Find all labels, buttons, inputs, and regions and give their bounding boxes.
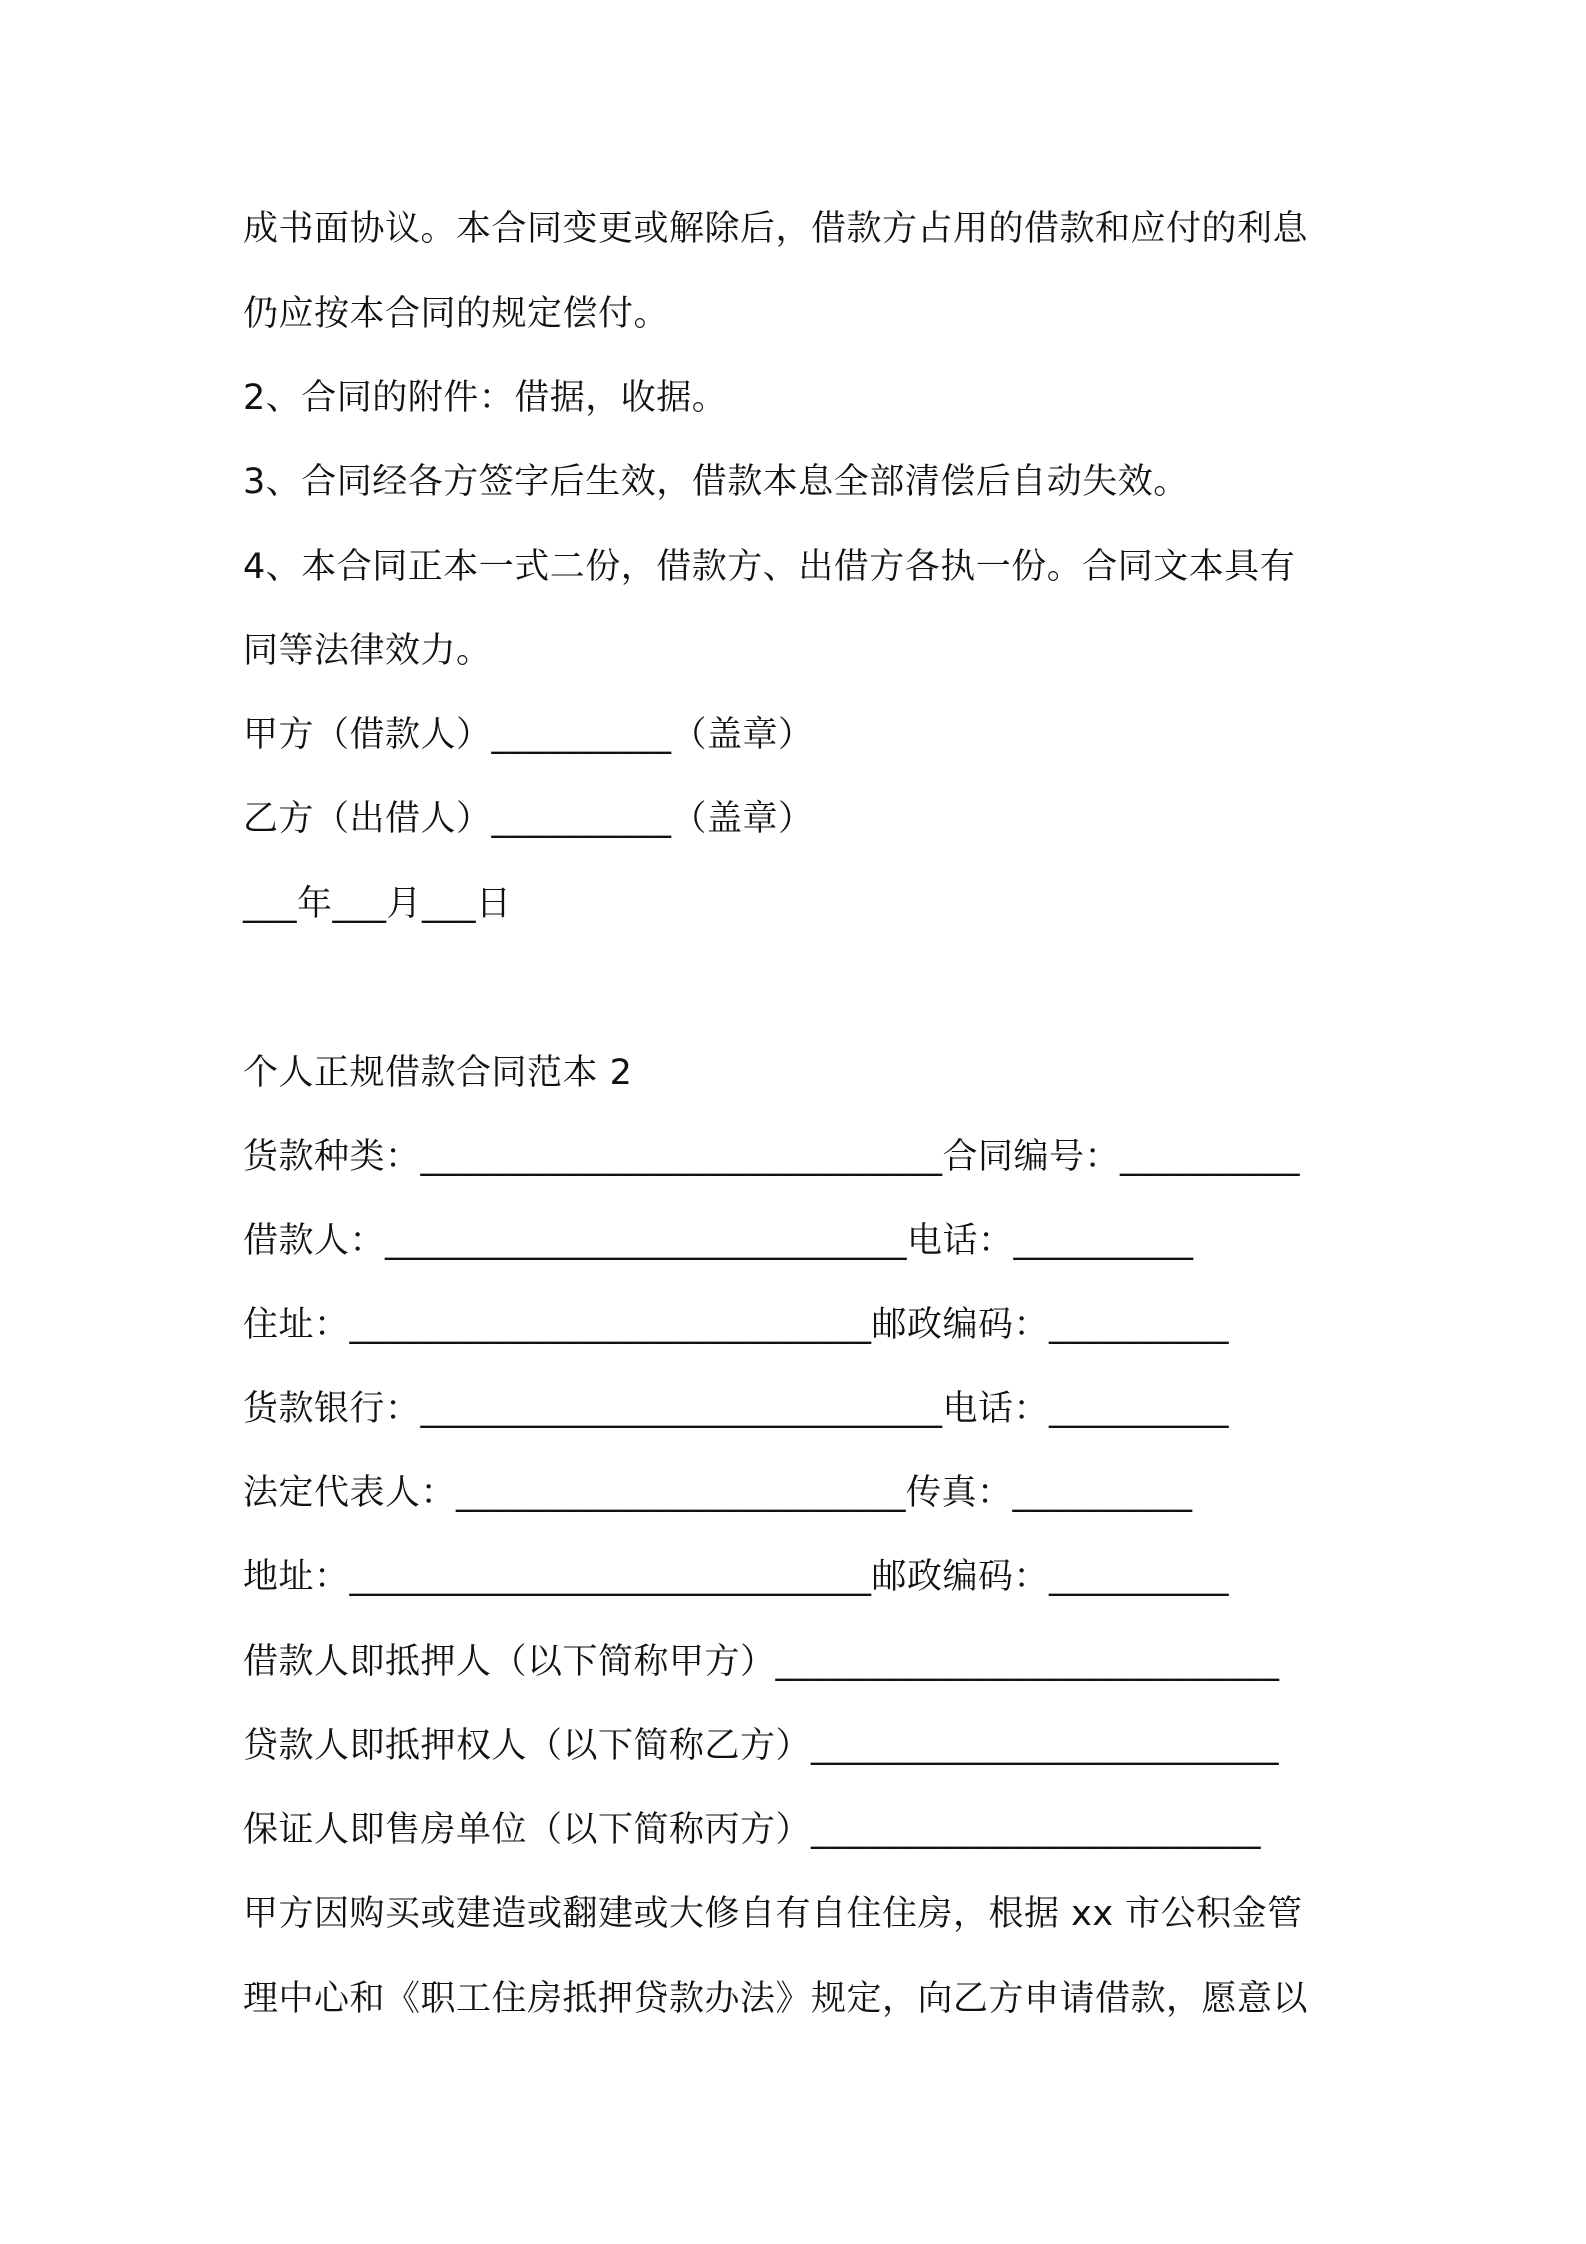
clause-4: 4、本合同正本一式二份，借款方、出借方各执一份。合同文本具有: [243, 547, 1296, 587]
form-field-line: 借款人即抵押人（以下简称甲方）____________________________: [243, 1642, 1280, 1682]
section-title: 个人正规借款合同范本 2: [243, 1053, 633, 1093]
form-field-line: 借款人：_____________________________电话：__________: [243, 1221, 1194, 1261]
paragraph-line: 同等法律效力。: [243, 631, 492, 671]
paragraph-line: 甲方因购买或建造或翻建或大修自有自住住房，根据 xx 市公积金管: [243, 1894, 1303, 1934]
form-field-line: 住址：_____________________________邮政编码：__________: [243, 1305, 1230, 1345]
paragraph-line: 成书面协议。本合同变更或解除后，借款方占用的借款和应付的利息: [243, 209, 1309, 249]
form-field-line: 货款种类：_____________________________合同编号：__________: [243, 1137, 1301, 1177]
clause-3: 3、合同经各方签字后生效，借款本息全部清偿后自动失效。: [243, 462, 1189, 502]
party-b-signature-line: 乙方（出借人）__________（盖章）: [243, 799, 814, 839]
paragraph-line: 仍应按本合同的规定偿付。: [243, 294, 670, 334]
form-field-line: 地址：_____________________________邮政编码：__________: [243, 1557, 1230, 1597]
date-line: ___年___月___日: [243, 884, 512, 924]
party-a-signature-line: 甲方（借款人）__________（盖章）: [243, 715, 814, 755]
paragraph-line: 理中心和《职工住房抵押贷款办法》规定，向乙方申请借款，愿意以: [243, 1979, 1309, 2019]
form-field-line: 法定代表人：_________________________传真：__________: [243, 1473, 1193, 1513]
form-field-line: 货款银行：_____________________________电话：__________: [243, 1389, 1230, 1429]
form-field-line: 保证人即售房单位（以下简称丙方）_________________________: [243, 1810, 1262, 1850]
clause-2: 2、合同的附件：借据，收据。: [243, 378, 728, 418]
form-field-line: 贷款人即抵押权人（以下简称乙方）__________________________: [243, 1726, 1280, 1766]
